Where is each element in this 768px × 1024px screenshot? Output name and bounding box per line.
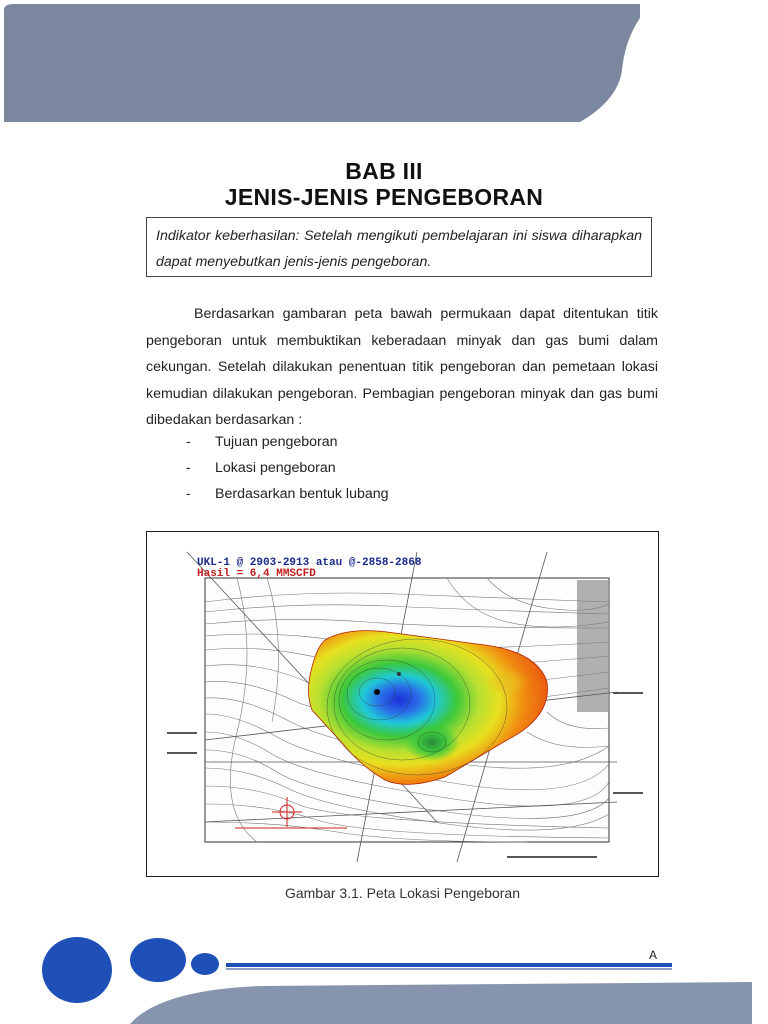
header-banner	[0, 0, 768, 130]
chapter-title: JENIS-JENIS PENGEBORAN	[224, 184, 544, 210]
map-title-text: UKL-1 @ 2903-2913 atau @-2858-2868	[197, 557, 422, 569]
footer-decoration	[0, 930, 768, 1024]
chapter-number: BAB III	[345, 158, 423, 184]
criteria-list	[186, 429, 389, 507]
body-paragraph: Berdasarkan gambaran peta bawah permukaan dapat ditentukan titik pengeboran untuk membuktikan keberadaan minyak dan gas bumi dalam cekungan. Setelah dilakukan penentuan titik pengeboran dan pemetaan lokasi kemudian dilakukan pengeboran. Pembagian pengeboran minyak dan gas bumi dibedakan berdasarkan :	[146, 306, 658, 428]
map-result-text: Hasil = 6,4 MMSCFD	[197, 568, 316, 580]
list-item: - Lokasi pengeboran	[186, 460, 336, 476]
list-item: - Tujuan pengeboran	[186, 434, 338, 450]
list-item: - Berdasarkan bentuk lubang	[186, 486, 389, 502]
page-number: A	[649, 948, 658, 962]
figure-caption: Gambar 3.1. Peta Lokasi Pengeboran	[284, 885, 521, 901]
indicator-box: Indikator keberhasilan: Setelah mengikuti pembelajaran ini siswa diharapkan dapat menyebutkan jenis-jenis pengeboran.	[146, 217, 652, 277]
contour-map-image	[147, 532, 658, 876]
drilling-location-map	[146, 531, 659, 877]
